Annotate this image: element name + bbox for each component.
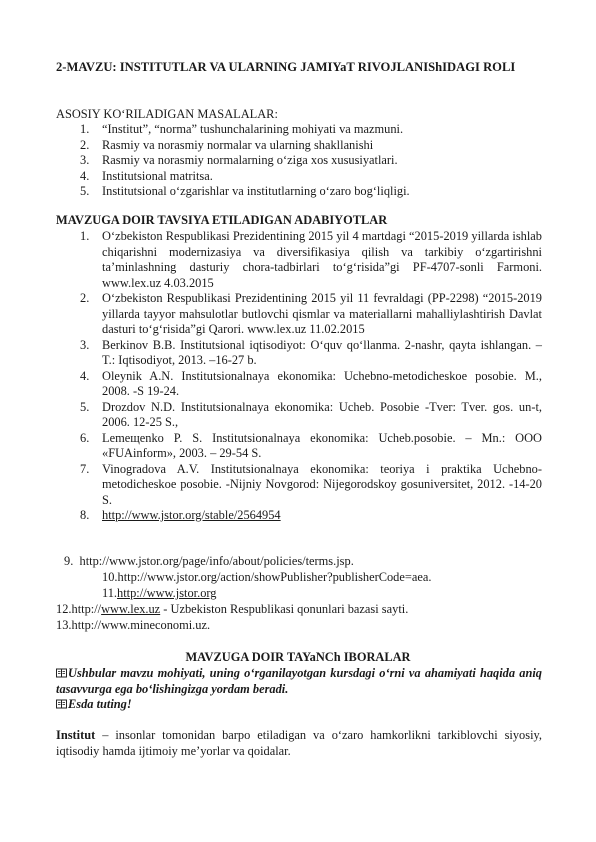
lex-uz-link[interactable]: www.lex.uz <box>101 602 161 616</box>
question-item: 5. Institutsional o‘zgarishlar va institutlarning o‘zaro bog‘liqligi. <box>80 184 410 198</box>
literature-link-item[interactable]: 11.http://www.jstor.org <box>102 586 217 600</box>
literature-item: 9. http://www.jstor.org/page/info/about/policies/terms.jsp. <box>64 554 354 568</box>
book-icon <box>56 698 67 708</box>
literature-item: 3. Berkinov B.B. Institutsional iqtisodiyot: O‘quv qo‘llanma. 2-nashr, qayta ishlangan. – T.: Iqtisodiyot, 2013. –16-27 b. <box>80 337 542 367</box>
definition-paragraph <box>56 728 542 759</box>
book-icon <box>56 667 67 677</box>
definition-text: – insonlar tomonidan barpo etiladigan va o‘zaro hamkorlikni tarkiblovchi siyosiy, iqtisodiy hamda ijtimoiy me’yorlar va qoidalar. <box>56 728 542 758</box>
question-item: 3. Rasmiy va norasmiy normalarning o‘ziga xos xususiyatlari. <box>80 153 398 167</box>
note-paragraph: Ushbular mavzu mohiyati, uning o‘rganilayotgan kursdagi o‘rni va ahamiyati haqida aniq tasavvurga ega bo‘lishingizga yordam beradi. <box>56 666 542 696</box>
remember-note: Esda tuting! <box>56 697 542 713</box>
literature-list <box>80 229 542 524</box>
literature-item: 1. O‘zbekiston Respublikasi Prezidentining 2015 yil 4 martdagi “2015-2019 yillarda ishlab chiqarishni modernizasiya va diversifikasiya qilish va tarkibiy o‘zgartirishni ta’minlashning dasturiy chora-tadbirlari to‘g‘risida”gi PF-4707-sonli Farmoni. www.lex.uz 4.03.2015 <box>80 229 542 290</box>
jstor-link[interactable]: http://www.jstor.org <box>117 586 217 600</box>
literature-item: 13.http://www.mineconomi.uz. <box>56 618 211 632</box>
question-item: 2. Rasmiy va norasmiy normalar va ularning shakllanishi <box>80 137 374 152</box>
literature-link-item[interactable]: 8. http://www.jstor.org/stable/2564954 <box>80 508 281 522</box>
literature-item: 5. Drozdov N.D. Institutsionalnaya ekonomika: Ucheb. Posobie -Tver: Tver. gos. un-t, 2006. 12-25 S., <box>80 399 542 429</box>
definition-term: Institut <box>56 728 96 742</box>
questions-heading: ASOSIY KO‘RILADIGAN MASALALAR: <box>56 107 278 121</box>
keywords-heading: MAVZUGA DOIR TAYaNCh IBORALAR <box>185 650 411 664</box>
literature-heading: MAVZUGA DOIR TAVSIYA ETILADIGAN ADABIYOTLAR <box>56 213 388 227</box>
jstor-stable-link[interactable]: http://www.jstor.org/stable/2564954 <box>102 508 281 522</box>
literature-item: 6. Lemeщenko P. S. Institutsionalnaya ekonomika: Ucheb.posobie. – Mn.: OOO «FUAinform», 2003. – 29-54 S. <box>80 430 542 460</box>
page-title: 2-MAVZU: INSTITUTLAR VA ULARNING JAMIYaT RIVOJLANIShIDAGI ROLI <box>56 60 516 74</box>
question-item: 4. Institutsional matritsa. <box>80 168 213 183</box>
question-item: 1. “Institut”, “norma” tushunchalarining mohiyati va mazmuni. <box>80 122 404 136</box>
questions-list <box>80 122 542 200</box>
literature-item: 2. O‘zbekiston Respublikasi Prezidentining 2015 yil 11 fevraldagi (PP-2298) “2015-2019 yillarda tayyor mahsulotlar butlovchi qismlar va materiallarni mahalliylashtirish Davlat dasturi to‘g‘risida”gi Qarori. www.lex.uz 11.02.2015 <box>80 291 542 336</box>
literature-item: 12.http://www.lex.uz - Uzbekiston Respublikasi qonunlari bazasi sayti. <box>56 602 409 616</box>
literature-item: 7. Vinogradova A.V. Institutsionalnaya ekonomika: teoriya i praktika Uchebno-metodicheskoe posobie. -Nijniy Novgorod: Nijegorodskoy gosuniversitet, 2012. -14-20 S. <box>80 461 542 507</box>
literature-item: 4. Oleynik A.N. Institutsionalnaya ekonomika: Uchebno-metodicheskoe posobie. M., 2008. -S 19-24. <box>80 368 542 398</box>
literature-item: 10.http://www.jstor.org/action/showPublisher?publisherCode=aea. <box>102 570 432 584</box>
